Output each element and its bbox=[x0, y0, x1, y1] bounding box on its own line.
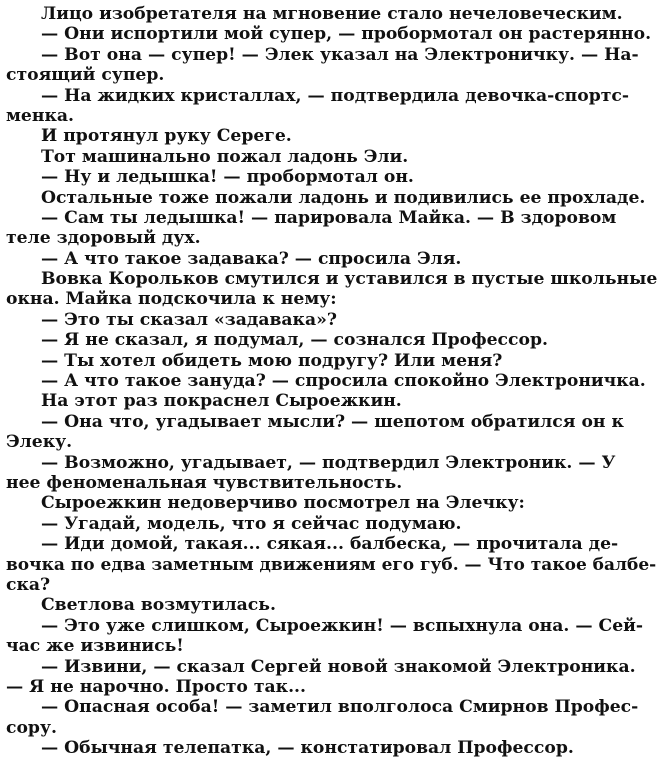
text-line: И протянул руку Сереге. bbox=[41, 126, 292, 147]
text-line: Сыроежкин недоверчиво посмотрел на Элечку: bbox=[41, 493, 525, 514]
text-line: Вовка Корольков смутился и уставился в пустые школьные bbox=[41, 269, 657, 290]
text-line: Лицо изобретателя на мгновение стало нечеловеческим. bbox=[41, 4, 623, 24]
text-line: сору. bbox=[6, 717, 57, 738]
text-line: — Это уже слишком, Сыроежкин! — вспыхнула она. — Сей- bbox=[41, 615, 644, 636]
text-line: — Опасная особа! — заметил вполголоса Смирнов Профес- bbox=[41, 697, 639, 718]
text-line: — Обычная телепатка, — констатировал Профессор. bbox=[41, 738, 574, 759]
text-line: — На жидких кристаллах, — подтвердила девочка-спортс- bbox=[41, 85, 629, 106]
text-line: окна. Майка подскочила к нему: bbox=[6, 289, 337, 310]
text-line: Тот машинально пожал ладонь Эли. bbox=[41, 146, 409, 167]
text-line: — Я не сказал, я подумал, — сознался Профессор. bbox=[41, 330, 548, 351]
text-line: — Ну и ледышка! — пробормотал он. bbox=[41, 167, 414, 188]
text-line: — Я не нарочно. Просто так... bbox=[6, 676, 307, 697]
text-line: — Возможно, угадывает, — подтвердил Электроник. — У bbox=[41, 452, 616, 473]
text-line: — Вот она — супер! — Элек указал на Электроничку. — На- bbox=[41, 44, 639, 65]
text-line: — Она что, угадывает мысли? — шепотом обратился он к bbox=[41, 411, 624, 432]
text-line: стоящий супер. bbox=[6, 65, 165, 86]
text-line: — Сам ты ледышка! — парировала Майка. — В здоровом bbox=[41, 207, 617, 228]
text-line: Элеку. bbox=[6, 432, 73, 453]
text-line: нее феноменальная чувствительность. bbox=[6, 472, 403, 493]
page-text bbox=[0, 4, 657, 758]
text-line: — А что такое зануда? — спросила спокойно Электроничка. bbox=[41, 371, 646, 392]
text-line: — Иди домой, такая... сякая... балбеска, — прочитала де- bbox=[41, 534, 619, 555]
text-line: — Извини, — сказал Сергей новой знакомой Электроника. bbox=[41, 656, 636, 677]
text-line: — Это ты сказал «задавака»? bbox=[41, 309, 337, 330]
text-line: теле здоровый дух. bbox=[6, 228, 201, 249]
text-line: — Они испортили мой супер, — пробормотал он растерянно. bbox=[41, 24, 652, 45]
text-line: — Угадай, модель, что я сейчас подумаю. bbox=[41, 513, 462, 534]
text-line: На этот раз покраснел Сыроежкин. bbox=[41, 391, 402, 412]
text-line: менка. bbox=[6, 105, 74, 126]
text-line: ска? bbox=[6, 574, 51, 595]
text-line: Светлова возмутилась. bbox=[41, 595, 276, 616]
text-line: час же извинись! bbox=[6, 636, 184, 657]
text-line: — А что такое задавака? — спросила Эля. bbox=[41, 248, 462, 269]
text-line: вочка по едва заметным движениям его губ. — Что такое балбе- bbox=[6, 554, 657, 575]
text-line: — Ты хотел обидеть мою подругу? Или меня? bbox=[41, 350, 503, 371]
text-line: Остальные тоже пожали ладонь и подивились ее прохладе. bbox=[41, 187, 646, 208]
